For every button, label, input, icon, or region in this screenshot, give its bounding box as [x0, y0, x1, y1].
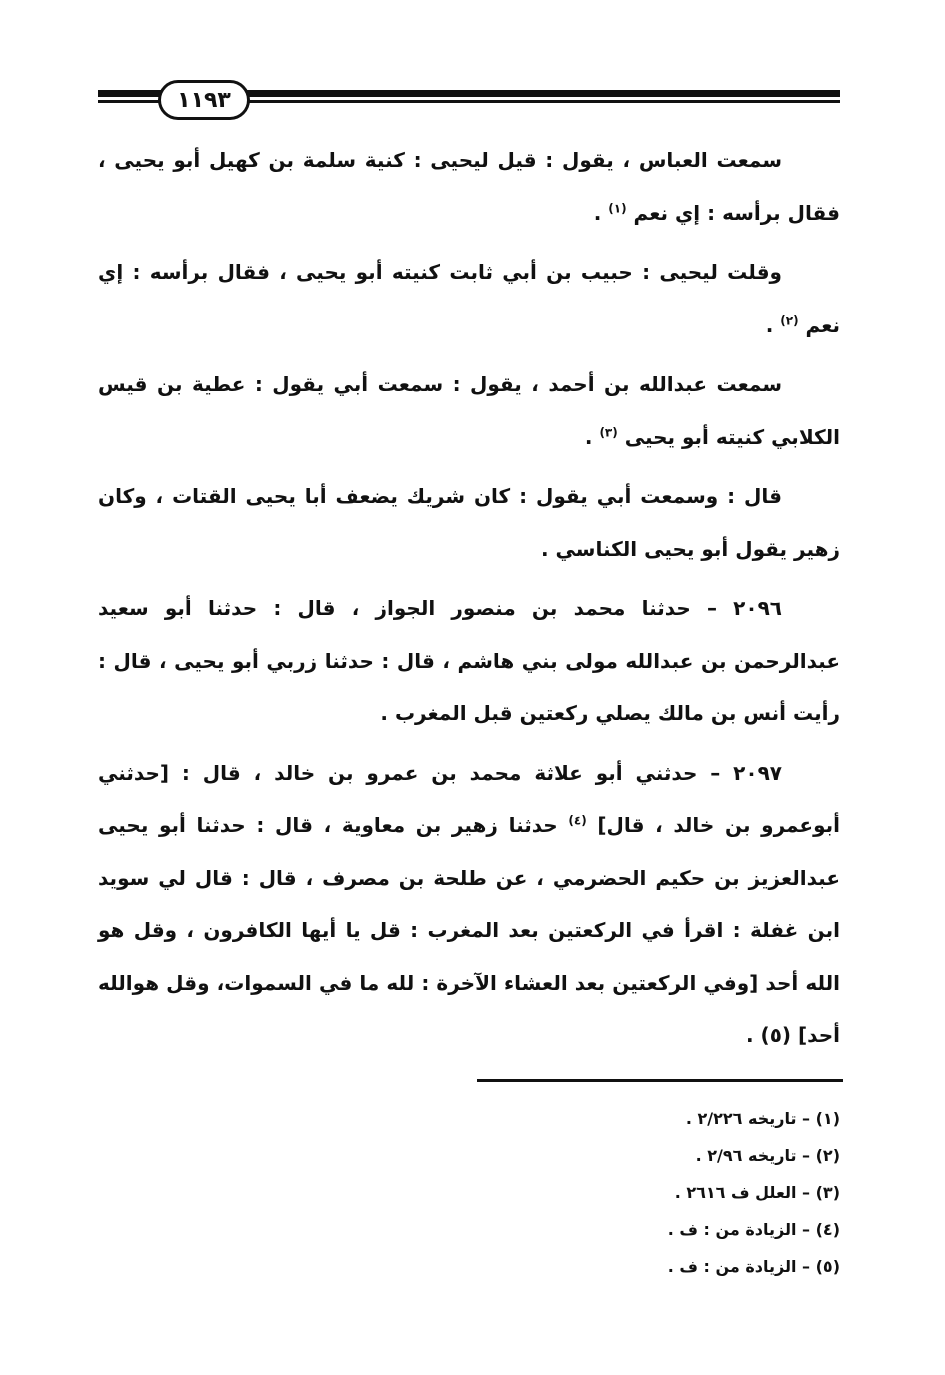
- paragraph-text: سمعت عبدالله بن أحمد ، يقول : سمعت أبي يقول : عطية بن قيس الكلابي كنيته أبو يحيى: [98, 372, 840, 449]
- page-number: ١١٩٣: [158, 80, 250, 120]
- paragraph-1: [98, 134, 840, 239]
- hadith-2096: [98, 582, 840, 740]
- paragraph-2: [98, 246, 840, 351]
- footnote-marker: (١): [608, 200, 627, 215]
- page-header: [98, 76, 840, 126]
- paragraph-3: [98, 358, 840, 463]
- footnotes: [98, 1100, 840, 1285]
- footnote-marker: (٤): [568, 813, 587, 828]
- paragraph-tail: .: [593, 200, 609, 225]
- footnote-2: (٢) – تاريخه ٢/٩٦ .: [695, 1146, 840, 1165]
- footnote-marker: (٣): [599, 424, 618, 439]
- footnote-3: (٣) – العلل ف ٢٦١٦ .: [674, 1183, 840, 1202]
- footnote-4: (٤) – الزيادة من : ف .: [667, 1220, 840, 1239]
- paragraph-text: سمعت العباس ، يقول : قيل ليحيى : كنية سلمة بن كهيل أبو يحيى ، فقال برأسه : إي نعم: [98, 148, 840, 225]
- paragraph-tail: حدثنا زهير بن معاوية ، قال : حدثنا أبو يحيى عبدالعزيز بن حكيم الحضرمي ، عن طلحة بن مصرف ، قال : قال لي سويد ابن غفلة : اقرأ في الركعتين بعد المغرب : قل يا أيها الكافرون ، وقل هو الله أحد [وفي الركعتين بعد العشاء الآخرة : لله ما في السموات، وقل هوالله أحد] (٥) .: [98, 813, 840, 1047]
- paragraph-text: وقلت ليحيى : حبيب بن أبي ثابت كنيته أبو يحيى ، فقال برأسه : إي نعم: [98, 260, 840, 337]
- main-text: [98, 134, 840, 1069]
- hadith-2097: [98, 747, 840, 1062]
- footnote-1: (١) – تاريخه ٢/٢٢٦ .: [685, 1109, 840, 1128]
- paragraph-text: ٢٠٩٧ – حدثني أبو علاثة محمد بن عمرو بن خالد ، قال : [حدثني أبوعمرو بن خالد ، قال]: [98, 760, 840, 837]
- footnote-5: (٥) – الزيادة من : ف .: [667, 1257, 840, 1276]
- paragraph-text: ٢٠٩٦ – حدثنا محمد بن منصور الجواز ، قال : حدثنا أبو سعيد عبدالرحمن بن عبدالله مولى بني هاشم ، قال : حدثنا زربي أبو يحيى ، قال : رأيت أنس بن مالك يصلي ركعتين قبل المغرب .: [98, 596, 840, 725]
- paragraph-tail: .: [765, 312, 781, 337]
- footnote-separator: [477, 1079, 843, 1082]
- footnote-marker: (٢): [780, 312, 799, 327]
- paragraph-text: قال : وسمعت أبي يقول : كان شريك يضعف أبا يحيى القتات ، وكان زهير يقول أبو يحيى الكناسي .: [98, 484, 840, 561]
- paragraph-4: [98, 470, 840, 575]
- paragraph-tail: .: [584, 424, 600, 449]
